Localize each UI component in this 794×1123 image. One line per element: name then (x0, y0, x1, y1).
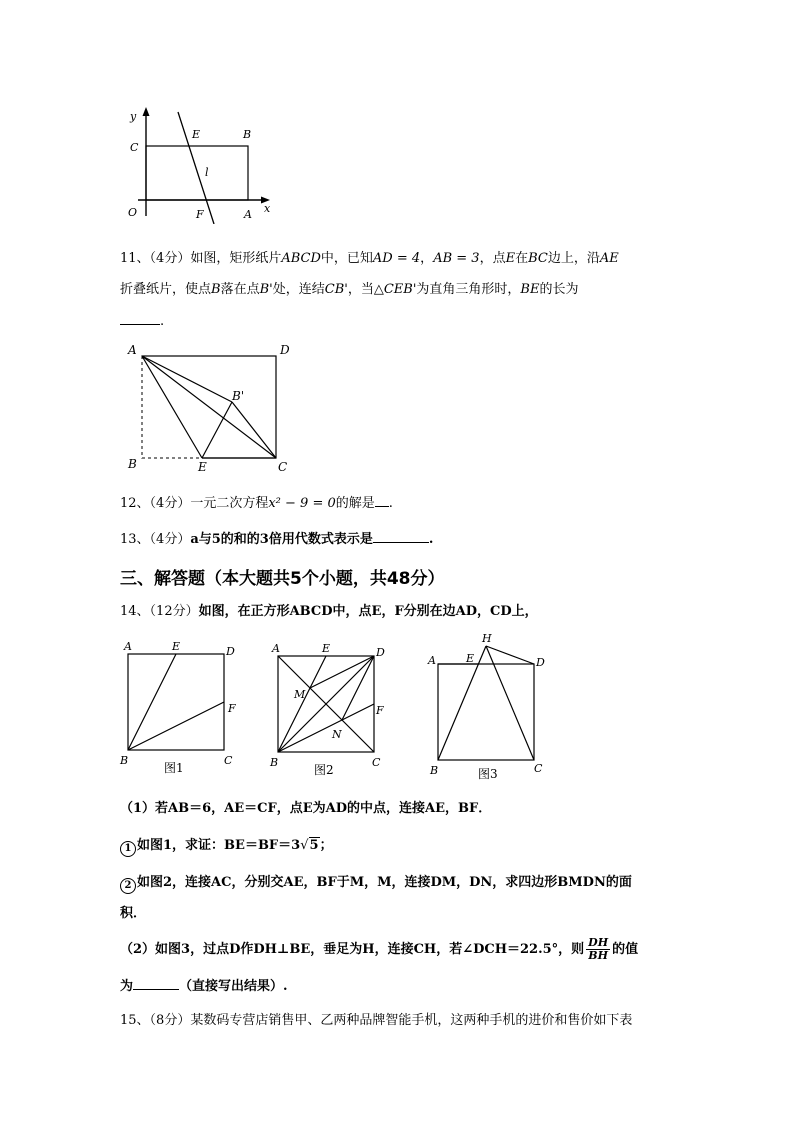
fig1-label-E: E (172, 640, 181, 653)
circled-number-2: 2 (120, 878, 136, 894)
fig1-label-D: D (226, 645, 235, 658)
label-Bprime: B' (232, 389, 245, 403)
answer-blank (120, 312, 160, 325)
fig3-label-H: H (482, 632, 492, 645)
label-D: D (280, 343, 290, 357)
q12-line: 12、（4分）一元二次方程x² − 9 = 0的解是 . (120, 496, 393, 511)
circled-number-1: 1 (120, 841, 136, 857)
fig3-label-D: D (536, 656, 545, 669)
label-A: A (244, 208, 252, 221)
label-x: x (264, 202, 271, 215)
q13-line: 13、（4分）a与5的和的3倍用代数式表示是 . (120, 532, 434, 547)
fig2-label-F: F (376, 704, 384, 717)
answer-blank (133, 977, 179, 990)
q14-stem: 14、（12分）如图，在正方形ABCD中，点E，F分别在边AD，CD上， (120, 604, 538, 619)
fig3-label-B: B (430, 764, 439, 777)
fig3-caption: 图3 (478, 767, 498, 781)
label-C: C (278, 460, 288, 474)
coordinate-figure (118, 104, 278, 224)
fig1-label-A: A (124, 640, 132, 653)
fig2-label-M: M (294, 688, 306, 701)
fig2-label-A: A (272, 642, 280, 655)
fig3-label-C: C (534, 762, 543, 775)
fig3-label-E: E (466, 652, 475, 665)
q11-line-1: 11、（4分）如图，矩形纸片ABCD中，已知AD = 4，AB = 3，点E在BC边上，沿AE (120, 251, 619, 266)
q14-sub1: 1 如图1，求证：BE＝BF＝3√5； (120, 837, 333, 857)
label-A: A (128, 343, 137, 357)
label-E: E (192, 128, 201, 141)
label-E: E (198, 460, 207, 474)
label-l: l (205, 166, 209, 179)
fig2-caption: 图2 (314, 763, 334, 777)
fig2-label-N: N (332, 728, 342, 741)
q11-line-2: 折叠纸片，使点B落在点B'处，连结CB'，当△CEB'为直角三角形时，BE的长为 (120, 282, 579, 297)
answer-blank (373, 530, 429, 543)
label-O: O (128, 206, 138, 219)
fig2-label-C: C (372, 756, 381, 769)
q14-part1: （1）若AB＝6，AE＝CF，点E为AD的中点，连接AE，BF． (120, 801, 492, 816)
fig2-label-B: B (270, 756, 279, 769)
fraction-dh-bh: $\frac{DH}{BH}$ (588, 936, 609, 962)
fig1-label-B: B (120, 754, 129, 767)
fig1-label-F: F (228, 702, 236, 715)
q14-part2: （2）如图3，过点D作DH⊥BE，垂足为H，连接CH，若∠DCH＝22.5°，则 $\frac{DH}{BH}$ 的值 (120, 936, 639, 962)
fig1-label-C: C (224, 754, 233, 767)
fig1-caption: 图1 (164, 761, 184, 775)
q14-sub2: 2 如图2，连接AC，分别交AE，BF于M，M，连接DM，DN，求四边形BMDN的面 (120, 874, 632, 894)
q11-line-3: . (120, 312, 164, 331)
fig11-rectangle-fold (118, 338, 308, 478)
q15-line: 15、（8分）某数码专营店销售甲、乙两种品牌智能手机，这两种手机的进价和售价如下表 (120, 1013, 633, 1028)
label-F: F (196, 208, 204, 221)
q14-part2-cont: 为 （直接写出结果）. (120, 979, 288, 994)
answer-blank (375, 494, 389, 507)
fig2-label-D: D (376, 646, 385, 659)
fig14-squares (116, 628, 556, 784)
fig2-label-E: E (322, 642, 331, 655)
fig3-label-A: A (428, 654, 436, 667)
label-y: y (130, 110, 137, 123)
section-heading: 三、解答题（本大题共5个小题，共48分） (120, 569, 445, 589)
label-B: B (128, 457, 137, 471)
label-B: B (243, 128, 252, 141)
q14-sub2-cont: 积． (120, 906, 147, 921)
label-C: C (130, 141, 139, 154)
